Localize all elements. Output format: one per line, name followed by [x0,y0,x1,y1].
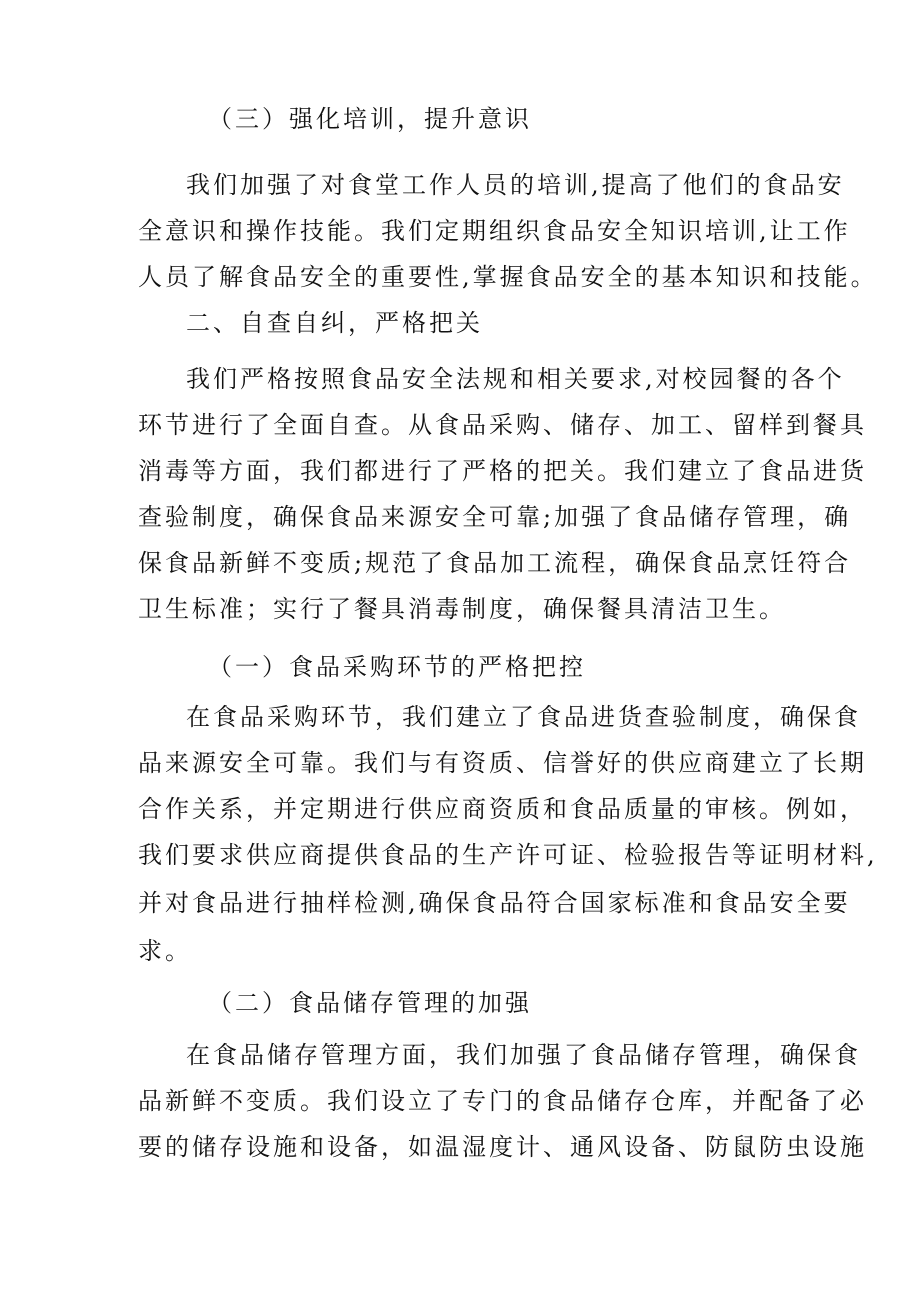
paragraph-line: 卫生标准；实行了餐具消毒制度，确保餐具清洁卫生。 [138,595,786,623]
paragraph-line: 品来源安全可靠。我们与有资质、信誉好的供应商建立了长期 [138,749,867,777]
paragraph-line: 人员了解食品安全的重要性,掌握食品安全的基本知识和技能。 [138,263,878,291]
paragraph-line: 我们要求供应商提供食品的生产许可证、检验报告等证明材料, [138,841,878,869]
subheading-training: （三）强化培训，提升意识 [208,105,532,133]
paragraph-line: 要的储存设施和设备，如温湿度计、通风设备、防鼠防虫设施 [138,1133,867,1161]
paragraph-line: 合作关系，并定期进行供应商资质和食品质量的审核。例如， [138,795,867,823]
paragraph-line: 消毒等方面，我们都进行了严格的把关。我们建立了食品进货 [138,457,867,485]
paragraph-line: 并对食品进行抽样检测,确保食品符合国家标准和食品安全要 [138,889,851,917]
paragraph-line: 保食品新鲜不变质;规范了食品加工流程，确保食品烹饪符合 [138,549,852,577]
paragraph-line: 环节进行了全面自查。从食品采购、储存、加工、留样到餐具 [138,411,867,439]
subheading-storage: （二）食品储存管理的加强 [208,989,532,1017]
paragraph-line: 我们加强了对食堂工作人员的培训,提高了他们的食品安 [186,171,845,199]
paragraph-line: 品新鲜不变质。我们设立了专门的食品储存仓库，并配备了必 [138,1087,867,1115]
paragraph-line: 查验制度，确保食品来源安全可靠;加强了食品储存管理，确 [138,503,852,531]
paragraph-line: 求。 [138,937,192,965]
paragraph-line: 全意识和操作技能。我们定期组织食品安全知识培训,让工作 [138,217,851,245]
paragraph-line: 在食品采购环节，我们建立了食品进货查验制度，确保食 [186,703,861,731]
section-heading-self-inspection: 二、自查自纠，严格把关 [186,309,483,337]
subheading-procurement: （一）食品采购环节的严格把控 [208,653,586,681]
paragraph-line: 在食品储存管理方面，我们加强了食品储存管理，确保食 [186,1041,861,1069]
paragraph-line: 我们严格按照食品安全法规和相关要求,对校园餐的各个 [186,365,845,393]
